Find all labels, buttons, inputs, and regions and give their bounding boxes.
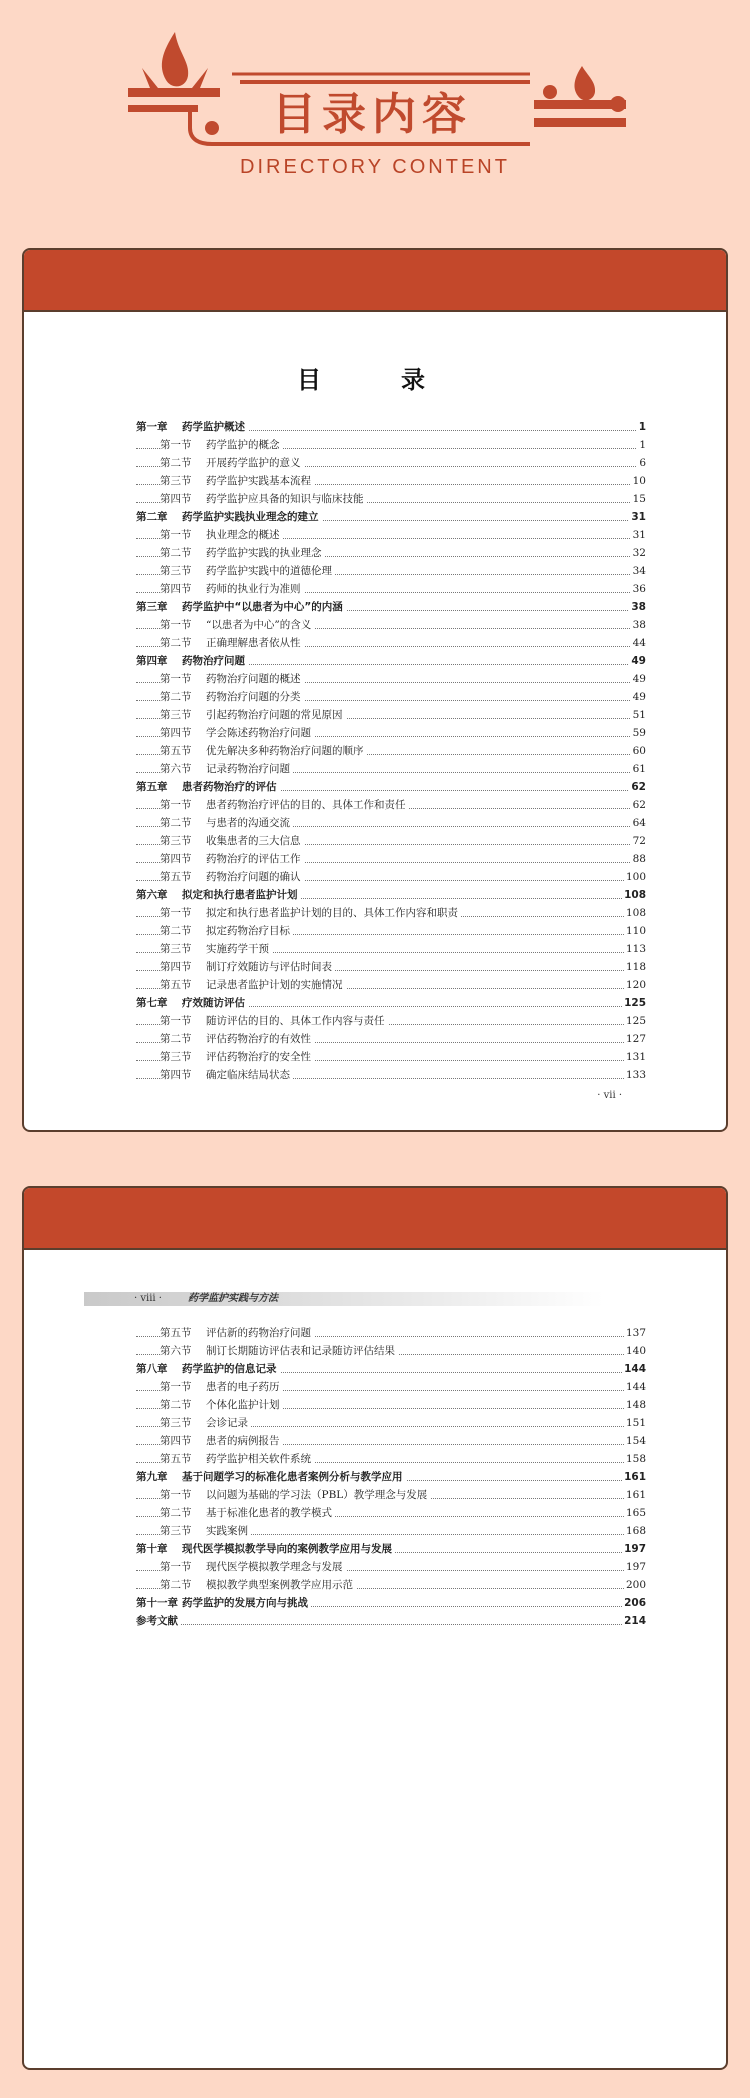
entry-text: 实施药学干预 [206, 943, 269, 955]
entry-text: 现代医学模拟教学理念与发展 [206, 1561, 343, 1573]
entry-label [160, 1030, 314, 1048]
entry-text: 引起药物治疗问题的常见原因 [206, 709, 343, 721]
entry-text: 评估药物治疗的有效性 [206, 1033, 311, 1045]
entry-page: 51 [631, 706, 646, 724]
entry-text: 实践案例 [206, 1525, 248, 1537]
entry-label [160, 1378, 283, 1396]
entry-text: “以患者为中心”的含义 [206, 619, 312, 631]
entry-label [160, 904, 461, 922]
entry-page: 144 [624, 1378, 646, 1396]
toc-section-entry [136, 760, 646, 778]
entry-page: 154 [624, 1432, 646, 1450]
toc-section-entry [136, 904, 646, 922]
entry-label [160, 1432, 283, 1450]
toc-section-entry [136, 1012, 646, 1030]
entry-label [160, 1486, 430, 1504]
toc-chapter-entry [136, 418, 646, 436]
entry-page: 148 [624, 1396, 646, 1414]
entry-page: 88 [631, 850, 646, 868]
entry-text: 记录患者监护计划的实施情况 [206, 979, 343, 991]
entry-label [160, 1396, 283, 1414]
toc-section-entry [136, 1486, 646, 1504]
entry-text: 患者的病例报告 [206, 1435, 280, 1447]
entry-page: 34 [631, 562, 646, 580]
entry-text: 药师的执业行为准则 [206, 583, 301, 595]
entry-page: 200 [624, 1576, 646, 1594]
toc-section-entry [136, 1342, 646, 1360]
running-book-title: 药学监护实践与方法 [188, 1293, 278, 1304]
entry-page: 15 [631, 490, 646, 508]
header-title: 目录内容 [272, 89, 472, 140]
entry-page: 197 [624, 1558, 646, 1576]
entry-label [160, 634, 304, 652]
entry-page: 118 [624, 958, 646, 976]
entry-page: 38 [629, 598, 646, 616]
toc-section-entry [136, 1522, 646, 1540]
entry-text: 现代医学模拟教学导向的案例教学应用与发展 [182, 1543, 392, 1555]
entry-label [136, 1540, 395, 1558]
entry-page: 158 [624, 1450, 646, 1468]
entry-number: 第五章 [136, 781, 168, 793]
entry-page: 44 [631, 634, 646, 652]
entry-text: 制订长期随访评估表和记录随访评估结果 [206, 1345, 395, 1357]
entry-number: 第九章 [136, 1471, 168, 1483]
entry-number: 第一节 [160, 1015, 192, 1027]
toc-section-entry [136, 670, 646, 688]
entry-number: 第五节 [160, 979, 192, 991]
entry-label [160, 922, 293, 940]
toc-chapter-entry [136, 1360, 646, 1378]
entry-label [160, 760, 293, 778]
toc-section-entry [136, 1048, 646, 1066]
entry-label [136, 1468, 406, 1486]
entry-label [160, 940, 272, 958]
toc-section-entry [136, 454, 646, 472]
entry-label [160, 1012, 388, 1030]
entry-number: 第三节 [160, 1525, 192, 1537]
entry-page: 137 [624, 1324, 646, 1342]
page-header [0, 0, 750, 200]
entry-text: 会诊记录 [206, 1417, 248, 1429]
entry-number: 第三章 [136, 601, 168, 613]
toc-page-1 [22, 248, 728, 1132]
entry-page: 108 [624, 904, 646, 922]
entry-page: 61 [631, 760, 646, 778]
toc-section-entry [136, 1030, 646, 1048]
entry-number: 第三节 [160, 565, 192, 577]
entry-label [160, 526, 283, 544]
entry-page: 120 [624, 976, 646, 994]
entry-text: 药学监护相关软件系统 [206, 1453, 311, 1465]
entry-number: 第五节 [160, 871, 192, 883]
entry-page: 113 [624, 940, 646, 958]
entry-number: 第二节 [160, 637, 192, 649]
entry-number: 第四节 [160, 1069, 192, 1081]
entry-label [160, 1576, 356, 1594]
entry-number: 第二节 [160, 817, 192, 829]
entry-label [160, 1066, 293, 1084]
entry-page: 151 [624, 1414, 646, 1432]
entry-label [160, 976, 346, 994]
entry-label [136, 994, 248, 1012]
entry-number: 第一节 [160, 1561, 192, 1573]
entry-page: 1 [637, 436, 646, 454]
entry-page: 144 [622, 1360, 646, 1378]
entry-label [160, 580, 304, 598]
toc-chapter-entry [136, 778, 646, 796]
toc-title: 目 录 [297, 366, 453, 394]
entry-label [160, 1522, 251, 1540]
toc-chapter-entry [136, 1540, 646, 1558]
entry-label [160, 1342, 398, 1360]
toc-section-entry [136, 1066, 646, 1084]
entry-label [160, 436, 283, 454]
toc-chapter-entry [136, 1612, 646, 1630]
entry-label [160, 562, 335, 580]
entry-page: 38 [631, 616, 646, 634]
entry-text: 拟定和执行患者监护计划的目的、具体工作内容和职责 [206, 907, 458, 919]
toc-list [136, 1324, 646, 1630]
entry-label [160, 1450, 314, 1468]
entry-text: 制订疗效随访与评估时间表 [206, 961, 332, 973]
running-header [84, 1292, 604, 1306]
entry-number: 第五节 [160, 1327, 192, 1339]
entry-label [136, 778, 280, 796]
toc-section-entry [136, 436, 646, 454]
entry-text: 拟定和执行患者监护计划 [182, 889, 298, 901]
entry-page: 64 [631, 814, 646, 832]
toc-chapter-entry [136, 508, 646, 526]
page-number: · vii · [597, 1090, 622, 1101]
toc-section-entry [136, 814, 646, 832]
entry-text: 模拟教学典型案例教学应用示范 [206, 1579, 353, 1591]
toc-section-entry [136, 1558, 646, 1576]
entry-label [160, 832, 304, 850]
entry-number: 第四章 [136, 655, 168, 667]
entry-label [160, 868, 304, 886]
entry-text: 药物治疗问题的概述 [206, 673, 301, 685]
entry-number: 第一节 [160, 1381, 192, 1393]
entry-text: 拟定药物治疗目标 [206, 925, 290, 937]
entry-text: 基于问题学习的标准化患者案例分析与教学应用 [182, 1471, 403, 1483]
entry-number: 第二节 [160, 547, 192, 559]
toc-chapter-entry [136, 652, 646, 670]
entry-number: 第三节 [160, 709, 192, 721]
toc-section-entry [136, 544, 646, 562]
entry-page: 161 [624, 1486, 646, 1504]
entry-page: 6 [637, 454, 646, 472]
toc-section-entry [136, 724, 646, 742]
entry-text: 以问题为基础的学习法（PBL）教学理念与发展 [206, 1489, 428, 1501]
entry-number: 第二章 [136, 511, 168, 523]
toc-section-entry [136, 940, 646, 958]
entry-number: 第二节 [160, 457, 192, 469]
toc-section-entry [136, 580, 646, 598]
toc-section-entry [136, 706, 646, 724]
entry-text: 确定临床结局状态 [206, 1069, 290, 1081]
entry-text: 基于标准化患者的教学模式 [206, 1507, 332, 1519]
entry-label [160, 796, 409, 814]
entry-label [160, 814, 293, 832]
entry-page: 31 [631, 526, 646, 544]
toc-section-entry [136, 1432, 646, 1450]
entry-text: 评估新的药物治疗问题 [206, 1327, 311, 1339]
entry-number: 第十一章 [136, 1597, 178, 1609]
entry-label [160, 1504, 335, 1522]
toc-section-entry [136, 472, 646, 490]
entry-text: 药学监护中“以患者为中心”的内涵 [182, 601, 343, 613]
entry-number: 第四节 [160, 961, 192, 973]
entry-label [160, 616, 314, 634]
entry-text: 药学监护应具备的知识与临床技能 [206, 493, 364, 505]
entry-number: 第七章 [136, 997, 168, 1009]
entry-page: 127 [624, 1030, 646, 1048]
entry-number: 第二节 [160, 1579, 192, 1591]
toc-section-entry [136, 490, 646, 508]
entry-text: 药物治疗问题的确认 [206, 871, 301, 883]
entry-number: 第四节 [160, 853, 192, 865]
toc-section-entry [136, 958, 646, 976]
toc-chapter-entry [136, 1468, 646, 1486]
entry-text: 患者药物治疗评估的目的、具体工作和责任 [206, 799, 406, 811]
entry-label [136, 1594, 311, 1612]
entry-label [160, 544, 325, 562]
entry-text: 药学监护的信息记录 [182, 1363, 277, 1375]
entry-page: 49 [629, 652, 646, 670]
entry-label [160, 688, 304, 706]
entry-page: 49 [631, 688, 646, 706]
entry-label [136, 1360, 280, 1378]
entry-text: 个体化监护计划 [206, 1399, 280, 1411]
entry-text: 开展药学监护的意义 [206, 457, 301, 469]
entry-text: 药学监护的发展方向与挑战 [182, 1597, 308, 1609]
toc-section-entry [136, 634, 646, 652]
entry-number: 第一节 [160, 799, 192, 811]
entry-label [136, 508, 322, 526]
entry-page: 49 [631, 670, 646, 688]
entry-number: 第四节 [160, 493, 192, 505]
entry-label [136, 598, 346, 616]
running-page-number: · viii · [134, 1293, 162, 1304]
entry-number: 第五节 [160, 1453, 192, 1465]
entry-page: 131 [624, 1048, 646, 1066]
entry-text: 药物治疗问题的分类 [206, 691, 301, 703]
toc-section-entry [136, 562, 646, 580]
toc-section-entry [136, 1396, 646, 1414]
entry-number: 第十章 [136, 1543, 168, 1555]
entry-number: 第四节 [160, 727, 192, 739]
entry-label [160, 724, 314, 742]
entry-text: 药学监护实践基本流程 [206, 475, 311, 487]
toc-section-entry [136, 922, 646, 940]
entry-text: 患者药物治疗的评估 [182, 781, 277, 793]
entry-text: 参考文献 [136, 1615, 178, 1627]
entry-text: 患者的电子药历 [206, 1381, 280, 1393]
entry-page: 32 [631, 544, 646, 562]
entry-page: 59 [631, 724, 646, 742]
entry-number: 第一节 [160, 529, 192, 541]
entry-page: 214 [622, 1612, 646, 1630]
entry-page: 168 [624, 1522, 646, 1540]
entry-page: 62 [631, 796, 646, 814]
entry-number: 第一节 [160, 439, 192, 451]
entry-label [160, 742, 367, 760]
entry-number: 第二节 [160, 691, 192, 703]
toc-section-entry [136, 850, 646, 868]
entry-label [160, 1558, 346, 1576]
entry-number: 第三节 [160, 1417, 192, 1429]
entry-number: 第一章 [136, 421, 168, 433]
entry-page: 1 [637, 418, 646, 436]
card-header-band [24, 250, 726, 312]
entry-label [160, 958, 335, 976]
entry-page: 125 [622, 994, 646, 1012]
entry-label [160, 472, 314, 490]
entry-number: 第一节 [160, 673, 192, 685]
toc-chapter-entry [136, 1594, 646, 1612]
toc-section-entry [136, 688, 646, 706]
entry-text: 药学监护实践执业理念的建立 [182, 511, 319, 523]
leader-dots [136, 1624, 646, 1625]
toc-section-entry [136, 1576, 646, 1594]
entry-text: 学会陈述药物治疗问题 [206, 727, 311, 739]
entry-label [160, 850, 304, 868]
entry-number: 第三节 [160, 475, 192, 487]
entry-number: 第五节 [160, 745, 192, 757]
entry-page: 197 [622, 1540, 646, 1558]
entry-page: 133 [624, 1066, 646, 1084]
entry-label [160, 706, 346, 724]
toc-section-entry [136, 796, 646, 814]
toc-section-entry [136, 1324, 646, 1342]
entry-text: 与患者的沟通交流 [206, 817, 290, 829]
toc-section-entry [136, 868, 646, 886]
entry-page: 140 [624, 1342, 646, 1360]
entry-number: 第四节 [160, 583, 192, 595]
entry-text: 疗效随访评估 [182, 997, 245, 1009]
entry-text: 记录药物治疗问题 [206, 763, 290, 775]
toc-section-entry [136, 1378, 646, 1396]
entry-text: 收集患者的三大信息 [206, 835, 301, 847]
entry-number: 第一节 [160, 619, 192, 631]
entry-label [136, 1612, 181, 1630]
entry-label [160, 1414, 251, 1432]
entry-number: 第一节 [160, 1489, 192, 1501]
toc-section-entry [136, 742, 646, 760]
entry-label [160, 1324, 314, 1342]
entry-label [160, 490, 367, 508]
entry-text: 正确理解患者依从性 [206, 637, 301, 649]
entry-label [160, 670, 304, 688]
entry-label [160, 454, 304, 472]
toc-section-entry [136, 976, 646, 994]
toc-section-entry [136, 1450, 646, 1468]
entry-number: 第六节 [160, 1345, 192, 1357]
toc-section-entry [136, 1504, 646, 1522]
entry-text: 评估药物治疗的安全性 [206, 1051, 311, 1063]
entry-number: 第四节 [160, 1435, 192, 1447]
entry-number: 第八章 [136, 1363, 168, 1375]
entry-text: 优先解决多种药物治疗问题的顺序 [206, 745, 364, 757]
entry-page: 62 [629, 778, 646, 796]
toc-section-entry [136, 526, 646, 544]
entry-number: 第一节 [160, 907, 192, 919]
entry-number: 第二节 [160, 1507, 192, 1519]
toc-section-entry [136, 832, 646, 850]
entry-number: 第三节 [160, 1051, 192, 1063]
entry-page: 72 [631, 832, 646, 850]
entry-number: 第二节 [160, 1399, 192, 1411]
entry-number: 第二节 [160, 1033, 192, 1045]
entry-page: 108 [622, 886, 646, 904]
entry-label [160, 1048, 314, 1066]
entry-label [136, 418, 248, 436]
entry-label [136, 886, 301, 904]
entry-number: 第六章 [136, 889, 168, 901]
entry-text: 药物治疗的评估工作 [206, 853, 301, 865]
entry-text: 执业理念的概述 [206, 529, 280, 541]
entry-text: 药物治疗问题 [182, 655, 245, 667]
entry-text: 药学监护的概念 [206, 439, 280, 451]
toc-chapter-entry [136, 886, 646, 904]
toc-section-entry [136, 616, 646, 634]
entry-page: 60 [631, 742, 646, 760]
toc-chapter-entry [136, 994, 646, 1012]
entry-number: 第六节 [160, 763, 192, 775]
entry-number: 第三节 [160, 943, 192, 955]
entry-page: 10 [631, 472, 646, 490]
entry-label [136, 652, 248, 670]
toc-chapter-entry [136, 598, 646, 616]
card-header-band [24, 1188, 726, 1250]
entry-page: 125 [624, 1012, 646, 1030]
header-subtitle: DIRECTORY CONTENT [240, 156, 510, 178]
entry-page: 161 [622, 1468, 646, 1486]
entry-text: 药学监护实践中的道德伦理 [206, 565, 332, 577]
entry-page: 100 [624, 868, 646, 886]
toc-section-entry [136, 1414, 646, 1432]
toc-list [136, 418, 646, 1084]
toc-page-2 [22, 1186, 728, 2070]
entry-text: 药学监护概述 [182, 421, 245, 433]
entry-text: 随访评估的目的、具体工作内容与责任 [206, 1015, 385, 1027]
entry-text: 药学监护实践的执业理念 [206, 547, 322, 559]
entry-number: 第三节 [160, 835, 192, 847]
entry-page: 31 [629, 508, 646, 526]
entry-page: 206 [622, 1594, 646, 1612]
entry-page: 110 [624, 922, 646, 940]
entry-page: 36 [631, 580, 646, 598]
entry-page: 165 [624, 1504, 646, 1522]
entry-number: 第二节 [160, 925, 192, 937]
